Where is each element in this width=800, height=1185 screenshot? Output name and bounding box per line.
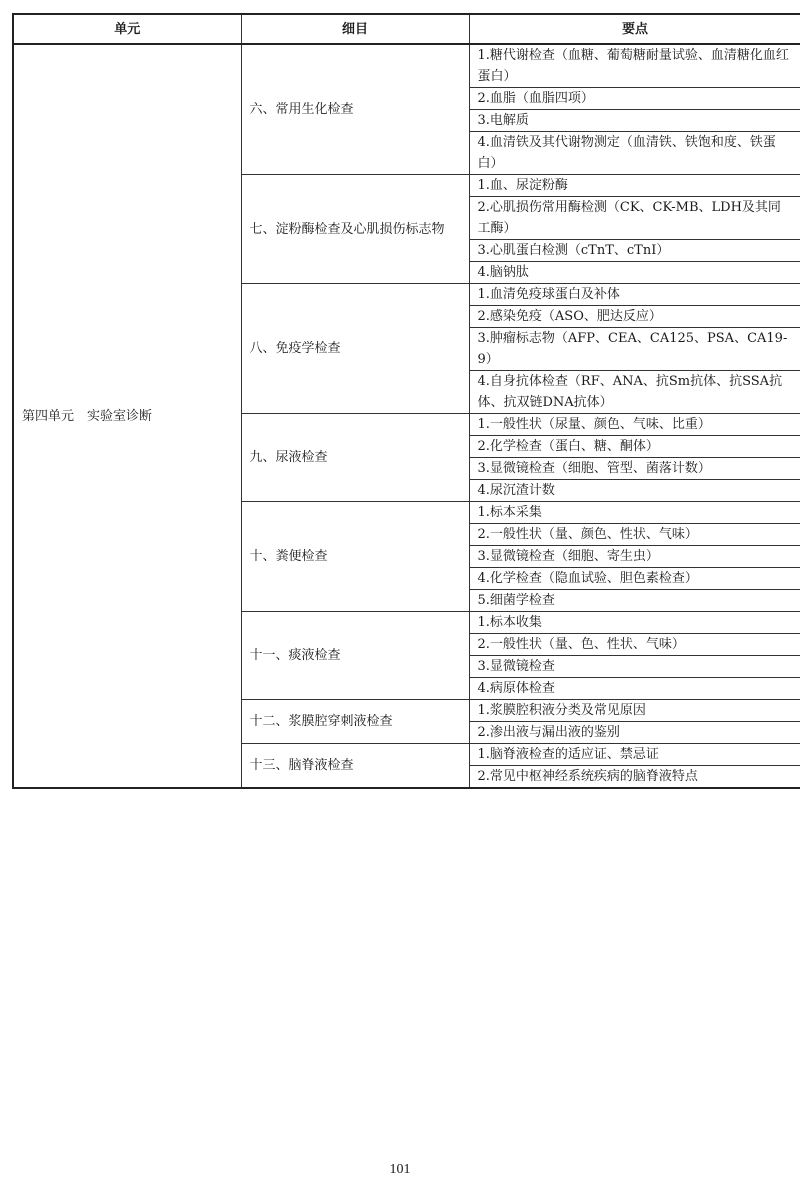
header-unit: 单元: [13, 14, 241, 44]
key-point-cell: 2.渗出液与漏出液的鉴别: [469, 722, 800, 744]
key-point-cell: 3.显微镜检查（细胞、寄生虫）: [469, 546, 800, 568]
key-point-cell: 2.血脂（血脂四项）: [469, 88, 800, 110]
key-point-cell: 2.化学检查（蛋白、糖、酮体）: [469, 436, 800, 458]
page-number: 101: [389, 1162, 411, 1177]
key-point-cell: 2.一般性状（量、色、性状、气味）: [469, 634, 800, 656]
header-key-points: 要点: [469, 14, 800, 44]
key-point-cell: 4.自身抗体检查（RF、ANA、抗Sm抗体、抗SSA抗体、抗双链DNA抗体）: [469, 371, 800, 414]
table-row: [13, 44, 800, 88]
syllabus-table: [12, 13, 800, 789]
key-point-cell: 4.化学检查（隐血试验、胆色素检查）: [469, 568, 800, 590]
key-point-cell: 3.心肌蛋白检测（cTnT、cTnI）: [469, 240, 800, 262]
key-point-cell: 2.心肌损伤常用酶检测（CK、CK-MB、LDH及其同工酶）: [469, 197, 800, 240]
key-point-cell: 4.病原体检查: [469, 678, 800, 700]
key-point-cell: 3.电解质: [469, 110, 800, 132]
subject-cell: 十一、痰液检查: [241, 612, 469, 700]
key-point-cell: 3.显微镜检查: [469, 656, 800, 678]
subject-cell: 八、免疫学检查: [241, 284, 469, 414]
key-point-cell: 2.常见中枢神经系统疾病的脑脊液特点: [469, 766, 800, 789]
subject-cell: 九、尿液检查: [241, 414, 469, 502]
key-point-cell: 4.脑钠肽: [469, 262, 800, 284]
subject-cell: 十二、浆膜腔穿刺液检查: [241, 700, 469, 744]
key-point-cell: 4.尿沉渣计数: [469, 480, 800, 502]
key-point-cell: 1.血清免疫球蛋白及补体: [469, 284, 800, 306]
key-point-cell: 1.糖代谢检查（血糖、葡萄糖耐量试验、血清糖化血红蛋白）: [469, 44, 800, 88]
key-point-cell: 4.血清铁及其代谢物测定（血清铁、铁饱和度、铁蛋白）: [469, 132, 800, 175]
unit-cell: 第四单元 实验室诊断: [13, 44, 241, 788]
key-point-cell: 3.显微镜检查（细胞、管型、菌落计数）: [469, 458, 800, 480]
subject-cell: 十、粪便检查: [241, 502, 469, 612]
table-header-row: [13, 14, 800, 44]
key-point-cell: 5.细菌学检查: [469, 590, 800, 612]
key-point-cell: 2.一般性状（量、颜色、性状、气味）: [469, 524, 800, 546]
key-point-cell: 1.浆膜腔积液分类及常见原因: [469, 700, 800, 722]
key-point-cell: 1.脑脊液检查的适应证、禁忌证: [469, 744, 800, 766]
key-point-cell: 3.肿瘤标志物（AFP、CEA、CA125、PSA、CA19-9）: [469, 328, 800, 371]
subject-cell: 六、常用生化检查: [241, 44, 469, 175]
header-subject: 细目: [241, 14, 469, 44]
syllabus-table-body: [13, 14, 800, 788]
key-point-cell: 1.标本收集: [469, 612, 800, 634]
key-point-cell: 1.血、尿淀粉酶: [469, 175, 800, 197]
subject-cell: 十三、脑脊液检查: [241, 744, 469, 789]
key-point-cell: 2.感染免疫（ASO、肥达反应）: [469, 306, 800, 328]
key-point-cell: 1.标本采集: [469, 502, 800, 524]
subject-cell: 七、淀粉酶检查及心肌损伤标志物: [241, 175, 469, 284]
key-point-cell: 1.一般性状（尿量、颜色、气味、比重）: [469, 414, 800, 436]
